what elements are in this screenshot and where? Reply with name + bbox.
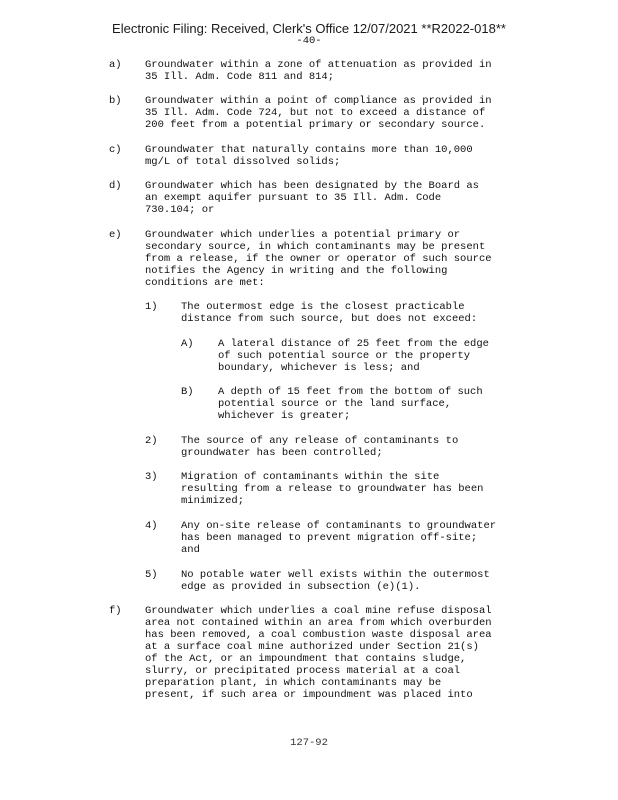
subitem-text-e4: Any on-site release of contaminants to groundwater has been managed to prevent migration off-site; and [181,520,497,556]
item-label-c: c) [109,144,122,156]
subitem-text-e3: Migration of contaminants within the site resulting from a release to groundwater has been minimized; [181,471,484,507]
subsubitem-text-e1B: A depth of 15 feet from the bottom of such potential source or the land surface, whichever is greater; [218,386,483,422]
item-label-e: e) [109,229,122,241]
item-text-a: Groundwater within a zone of attenuation as provided in 35 Ill. Adm. Code 811 and 814; [145,59,492,83]
item-label-b: b) [109,95,122,107]
footer-page-ref: 127-92 [290,737,328,749]
subitem-label-e2: 2) [145,435,158,447]
subitem-label-e3: 3) [145,471,158,483]
subsubitem-text-e1A: A lateral distance of 25 feet from the edge of such potential source or the property boundary, whichever is less; and [218,338,489,374]
item-text-d: Groundwater which has been designated by the Board as an exempt aquifer pursuant to 35 Ill. Adm. Code 730.104; or [145,180,479,216]
item-label-d: d) [109,180,122,192]
item-text-c: Groundwater that naturally contains more than 10,000 mg/L of total dissolved solids; [145,144,473,168]
subitem-text-e5: No potable water well exists within the outermost edge as provided in subsection (e)(1). [181,569,490,593]
subitem-text-e1: The outermost edge is the closest practicable distance from such source, but does not exceed: [181,301,478,325]
subsubitem-label-e1A: A) [181,338,194,350]
page-number: -40- [296,35,322,47]
item-text-e: Groundwater which underlies a potential primary or secondary source, in which contaminants may be present from a release, if the owner or operator of such source notifies the Agency in writing and the following conditions are met: [145,229,492,289]
subsubitem-label-e1B: B) [181,386,194,398]
subitem-label-e4: 4) [145,520,158,532]
item-label-f: f) [109,605,122,617]
filing-stamp: Electronic Filing: Received, Clerk's Office 12/07/2021 **R2022-018** [112,21,506,36]
subitem-label-e5: 5) [145,569,158,581]
item-text-f: Groundwater which underlies a coal mine refuse disposal area not contained within an area from which overburden has been removed, a coal combustion waste disposal area at a surface coal mine authorized under Section 21(s) of the Act, or an impoundment that contains sludge, slurry, or precipitated process material at a coal preparation plant, in which contaminants may be present, if such area or impoundment was placed into [145,605,492,701]
subitem-label-e1: 1) [145,301,158,313]
item-label-a: a) [109,59,122,71]
item-text-b: Groundwater within a point of compliance as provided in 35 Ill. Adm. Code 724, but not to exceed a distance of 200 feet from a potential primary or secondary source. [145,95,492,131]
subitem-text-e2: The source of any release of contaminants to groundwater has been controlled; [181,435,459,459]
